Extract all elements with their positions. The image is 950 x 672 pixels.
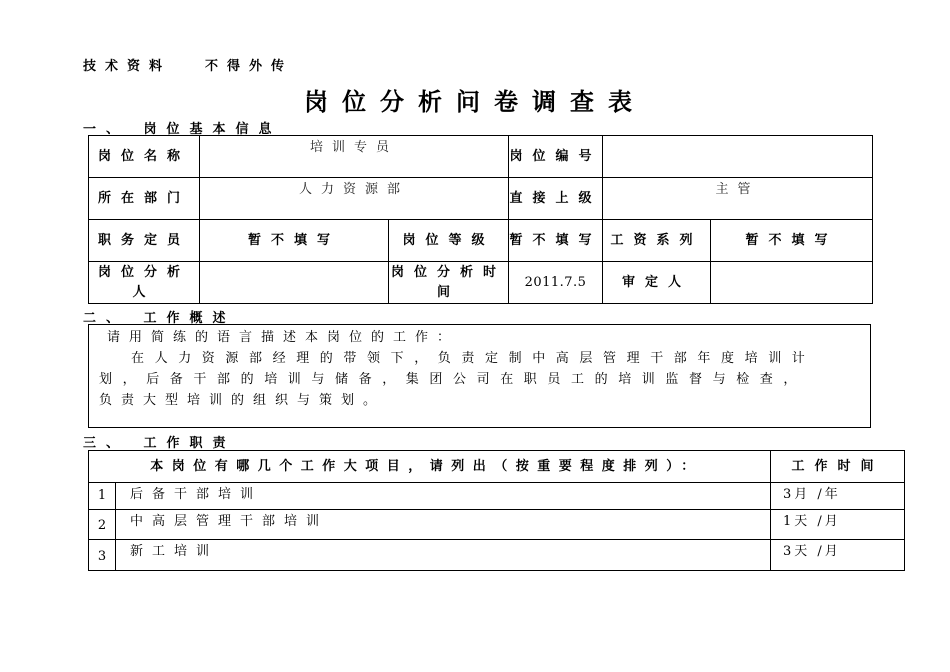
duty-item: 中高层管理干部培训 <box>116 510 771 540</box>
table-row <box>89 540 905 571</box>
job-no-label: 岗位编号 <box>509 136 603 178</box>
job-name-label: 岗位名称 <box>89 136 200 178</box>
dept-value: 人力资源部 <box>200 178 509 220</box>
duty-time: 3天 /月 <box>771 540 905 571</box>
superior-label: 直接上级 <box>509 178 603 220</box>
section2-heading: 二、 工作概述 <box>83 311 236 326</box>
approver-label: 审定人 <box>603 262 711 304</box>
job-name-value: 培训专员 <box>200 136 509 178</box>
section1-heading: 一、 岗位基本信息 <box>83 122 282 137</box>
work-overview-box <box>88 324 871 428</box>
superior-value: 主管 <box>603 178 873 220</box>
header-note-technical: 技术资料 <box>83 59 172 74</box>
headcount-value: 暂不填写 <box>200 220 389 262</box>
duty-number: 2 <box>89 510 116 540</box>
page-title: 岗位分析问卷调查表 <box>304 88 646 116</box>
analyst-value <box>200 262 389 304</box>
duties-header-project: 本岗位有哪几个工作大项目，请列出（按重要程度排列）： <box>89 451 771 483</box>
table-row <box>89 510 905 540</box>
duty-number: 3 <box>89 540 116 571</box>
grade-label: 岗位等级 <box>389 220 509 262</box>
overview-line-3: 负责大型培训的组织与策划。 <box>99 393 386 408</box>
analyst-label: 岗位分析人 <box>89 262 200 304</box>
duty-item: 新工培训 <box>116 540 771 571</box>
analysis-time-value: 2011.7.5 <box>509 262 603 304</box>
duties-table <box>88 450 905 571</box>
header-note-confidential: 不得外传 <box>205 59 294 74</box>
headcount-label: 职务定员 <box>89 220 200 262</box>
overview-line-2: 划，后备干部的培训与储备，集团公司在职员工的培训监督与检查， <box>99 372 808 387</box>
approver-value <box>711 262 873 304</box>
grade-value: 暂不填写 <box>509 220 603 262</box>
duty-number: 1 <box>89 483 116 510</box>
analysis-time-label: 岗位分析时间 <box>389 262 509 304</box>
table-row <box>89 483 905 510</box>
section3-heading: 三、 工作职责 <box>83 436 236 451</box>
dept-label: 所在部门 <box>89 178 200 220</box>
basic-info-table <box>88 135 873 304</box>
salary-value: 暂不填写 <box>711 220 873 262</box>
duty-time: 3月 /年 <box>771 483 905 510</box>
duty-item: 后备干部培训 <box>116 483 771 510</box>
duty-time: 1天 /月 <box>771 510 905 540</box>
duties-header-time: 工作时间 <box>771 451 905 483</box>
salary-label: 工资系列 <box>603 220 711 262</box>
overview-line-1: 在人力资源部经理的带领下，负责定制中高层管理干部年度培训计 <box>131 351 816 366</box>
overview-prompt: 请用简练的语言描述本岗位的工作： <box>107 330 460 345</box>
job-no-value <box>603 136 873 178</box>
